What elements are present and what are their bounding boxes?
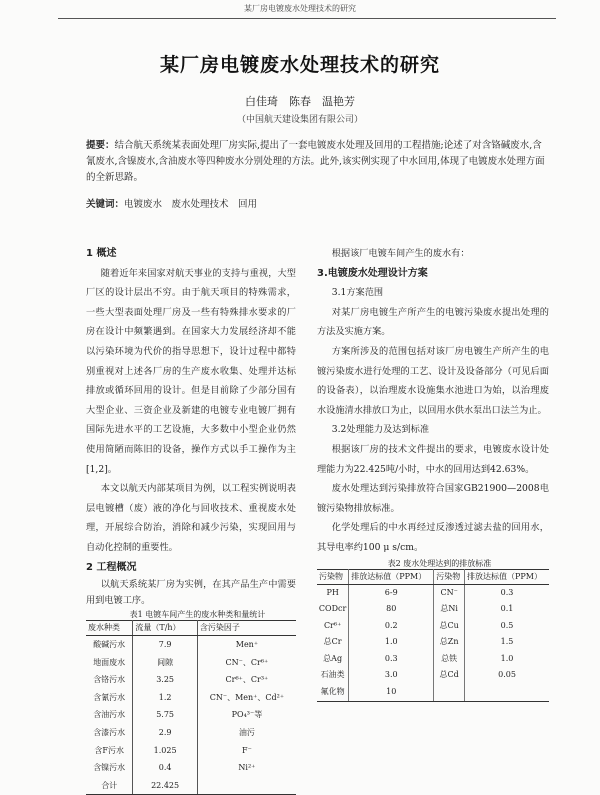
section-1-paragraph-2: 本文以航天内部某项目为例，以工程实例说明表层电镀槽（废）液的净化与回收技术、重视废水处理，开展综合防治，消除和减少污染，实现回用与自动化控制的重要性。 bbox=[86, 483, 296, 553]
section-3-2-paragraph-1: 根据该厂房的技术文件提出的要求，电镀废水设计处理能力为22.425吨/小时，中水的回用达到42.63%。 bbox=[317, 443, 549, 475]
abstract-text: 结合航天系统某表面处理厂房实际,提出了一套电镀废水处理及回用的工程措施;论述了对含铬碱废水,含氰废水,含镍废水,含油废水等四种废水分别处理的方法。此外,该实例实现了中水回用,体现了电镀废水处理方面的全新思路。 bbox=[86, 140, 545, 183]
affiliation: （中国航天建设集团有限公司） bbox=[236, 115, 363, 125]
header-rule bbox=[58, 18, 556, 19]
table-cell: Ni²⁺ bbox=[238, 763, 256, 773]
table-cell: 地面废水 bbox=[86, 654, 133, 672]
table-cell: 含F污水 bbox=[86, 742, 133, 760]
section-2-paragraph-2: 根据该厂电镀车间产生的废水有： bbox=[331, 248, 470, 259]
table-row bbox=[86, 742, 296, 760]
table-cell: 油污 bbox=[238, 728, 255, 738]
section-3-2-heading: 3.2处理能力及达到标准 bbox=[331, 424, 430, 436]
table-cell: PO₄³⁻等 bbox=[231, 710, 263, 720]
table-cell: 酸碱污水 bbox=[86, 636, 133, 654]
table-cell: 含氰污水 bbox=[86, 689, 133, 707]
running-header: 某厂房电镀废水处理技术的研究 bbox=[244, 4, 356, 13]
table-row bbox=[86, 671, 296, 689]
table-row bbox=[317, 684, 549, 701]
table-cell: 石油类 bbox=[317, 667, 349, 684]
abstract-label: 提要： bbox=[86, 140, 115, 151]
table-cell: 2.9 bbox=[133, 724, 197, 742]
table-cell: Cr⁶⁺、Cr³⁺ bbox=[225, 675, 269, 685]
table-cell: 0.5 bbox=[500, 620, 514, 630]
table-cell: 1.0 bbox=[349, 634, 434, 651]
section-3-1-paragraph-2: 方案所涉及的范围包括对该厂房电镀生产所产生的电镀污染废水进行处理的工艺、设计及设备部分（可见后面的设备表），以治理废水设施集水池进口为始，以治理废水设施清水排放口为止，以回用水供水泵出口法兰为止。 bbox=[317, 345, 549, 416]
table-row bbox=[86, 706, 296, 724]
table-cell: 0.05 bbox=[498, 670, 516, 680]
section-1-heading: 1 概述 bbox=[86, 248, 117, 259]
table-cell: F⁻ bbox=[242, 745, 252, 755]
authors: 白佳琦 陈春 温艳芳 bbox=[245, 95, 355, 108]
abstract bbox=[86, 138, 548, 186]
section-3-1-paragraph-1: 对某厂房电镀生产所产生的电镀污染废水提出处理的方法及实施方案。 bbox=[317, 306, 549, 338]
table-cell: 含漆污水 bbox=[86, 724, 133, 742]
table-cell: 6-9 bbox=[349, 584, 434, 601]
right-column bbox=[317, 244, 549, 702]
table-cell: 0.3 bbox=[349, 651, 434, 668]
keywords bbox=[86, 196, 548, 210]
table-cell: 3.0 bbox=[349, 667, 434, 684]
table-cell: 1.5 bbox=[500, 637, 514, 647]
table-cell: 1.025 bbox=[133, 742, 197, 760]
table-cell: 总Cu bbox=[434, 618, 465, 635]
table-row bbox=[317, 667, 549, 684]
table-cell: 总Zn bbox=[434, 634, 465, 651]
table1-header-row bbox=[86, 621, 296, 636]
table1-caption: 表1 电镀车间产生的废水种类和量统计 bbox=[129, 610, 266, 620]
table2-caption: 表2 废水处理达到的排放标准 bbox=[387, 558, 492, 568]
table-cell: 1.2 bbox=[133, 689, 197, 707]
table-row bbox=[86, 636, 296, 654]
table-cell: CN⁻、Cr⁶⁺ bbox=[225, 657, 269, 667]
section-2-paragraph-1: 以航天系统某厂房为实例，在其产品生产中需要用到电镀工序。 bbox=[86, 579, 296, 607]
table2-header-row bbox=[317, 569, 549, 584]
paper-title: 某厂房电镀废水处理技术的研究 bbox=[159, 54, 440, 76]
table-row bbox=[86, 654, 296, 672]
section-2-heading: 2 工程概况 bbox=[86, 561, 137, 573]
table-cell: 合计 bbox=[86, 777, 133, 795]
table-cell: CN⁻ bbox=[434, 584, 465, 601]
table-row bbox=[86, 724, 296, 742]
section-3-heading: 3.电镀废水处理设计方案 bbox=[317, 267, 428, 279]
table-cell: 氟化物 bbox=[317, 684, 349, 701]
table-row bbox=[317, 634, 549, 651]
section-3-2-paragraph-2: 废水处理达到污染排放符合国家GB21900—2008电镀污染物排放标准。 bbox=[317, 483, 549, 514]
table2-header: 排放达标值（PPM） bbox=[465, 569, 549, 584]
table2-header: 排放达标值（PPM） bbox=[349, 569, 434, 584]
table-row bbox=[86, 689, 296, 707]
table-cell: 总Cr bbox=[317, 634, 349, 651]
table1-header: 流量（T/h） bbox=[133, 621, 197, 636]
keywords-text: 电镀废水 废水处理技术 回用 bbox=[124, 199, 258, 210]
table-cell: 总铁 bbox=[434, 651, 465, 668]
keywords-label: 关键词： bbox=[86, 199, 125, 210]
table-cell: 3.25 bbox=[133, 671, 197, 689]
table1-header: 含污染因子 bbox=[197, 621, 296, 636]
table-cell: 5.75 bbox=[133, 706, 197, 724]
table-row bbox=[317, 618, 549, 635]
table-cell: Cr⁶⁺ bbox=[317, 618, 349, 635]
table1 bbox=[86, 620, 296, 795]
table-cell: CODcr bbox=[317, 601, 349, 618]
table-cell: PH bbox=[317, 584, 349, 601]
table-cell: 7.9 bbox=[133, 636, 197, 654]
table-cell: 1.0 bbox=[500, 653, 514, 663]
table-cell: 0.2 bbox=[349, 618, 434, 635]
left-column bbox=[86, 244, 296, 795]
table-cell: 含镍污水 bbox=[86, 759, 133, 777]
table-cell bbox=[197, 777, 296, 795]
table-cell bbox=[434, 684, 465, 701]
table-cell: 10 bbox=[349, 684, 434, 701]
table-row bbox=[317, 584, 549, 601]
table-cell: 总Cd bbox=[434, 667, 465, 684]
table-cell: 0.3 bbox=[500, 587, 514, 597]
table-cell: CN⁻、Men⁺、Cd²⁺ bbox=[209, 692, 285, 702]
table-cell: 22.425 bbox=[133, 777, 197, 795]
table-cell: 含铬污水 bbox=[86, 671, 133, 689]
table-row bbox=[86, 759, 296, 777]
table-cell: 含油污水 bbox=[86, 706, 133, 724]
table-cell: 0.1 bbox=[500, 604, 514, 614]
table-cell: 80 bbox=[349, 601, 434, 618]
section-3-2-paragraph-3: 化学处理后的中水再经过反渗透过滤去盐的回用水，其导电率约100 μ s/cm。 bbox=[317, 522, 549, 553]
table2-header: 污染物 bbox=[317, 569, 349, 584]
table-cell: 0.4 bbox=[133, 759, 197, 777]
section-3-1-heading: 3.1方案范围 bbox=[331, 287, 384, 299]
table-cell: 总Ag bbox=[317, 651, 349, 668]
table-cell bbox=[465, 684, 549, 701]
table-row bbox=[86, 777, 296, 795]
table1-header: 废水种类 bbox=[86, 621, 133, 636]
table2-header: 污染物 bbox=[434, 569, 465, 584]
table2 bbox=[317, 569, 549, 702]
table-row bbox=[317, 601, 549, 618]
section-1-paragraph-1: 随着近年来国家对航天事业的支持与重视，大型厂区的设计层出不穷。由于航天项目的特殊需求，一些大型表面处理厂房及一些有特殊排水要求的厂房在设计中频繁遇到。在国家大力发展经济却不能以污染环境为代价的指导思想下，设计过程中都特别重视对上述各厂房的生产废水收集、处理并达标排放或循环回用的设计。但是目前除了少部分国有大型企业、三资企业及新建的电镀专业电镀厂拥有国际先进水平的工艺设施，大多数中小型企业仍然使用简陋而陈旧的设备，操作方式以手工操作为主[1,2]。 bbox=[86, 267, 296, 475]
table-cell: 间隙 bbox=[133, 654, 197, 672]
table-cell: Men⁺ bbox=[235, 640, 259, 650]
table-row bbox=[317, 651, 549, 668]
table-cell: 总Ni bbox=[434, 601, 465, 618]
